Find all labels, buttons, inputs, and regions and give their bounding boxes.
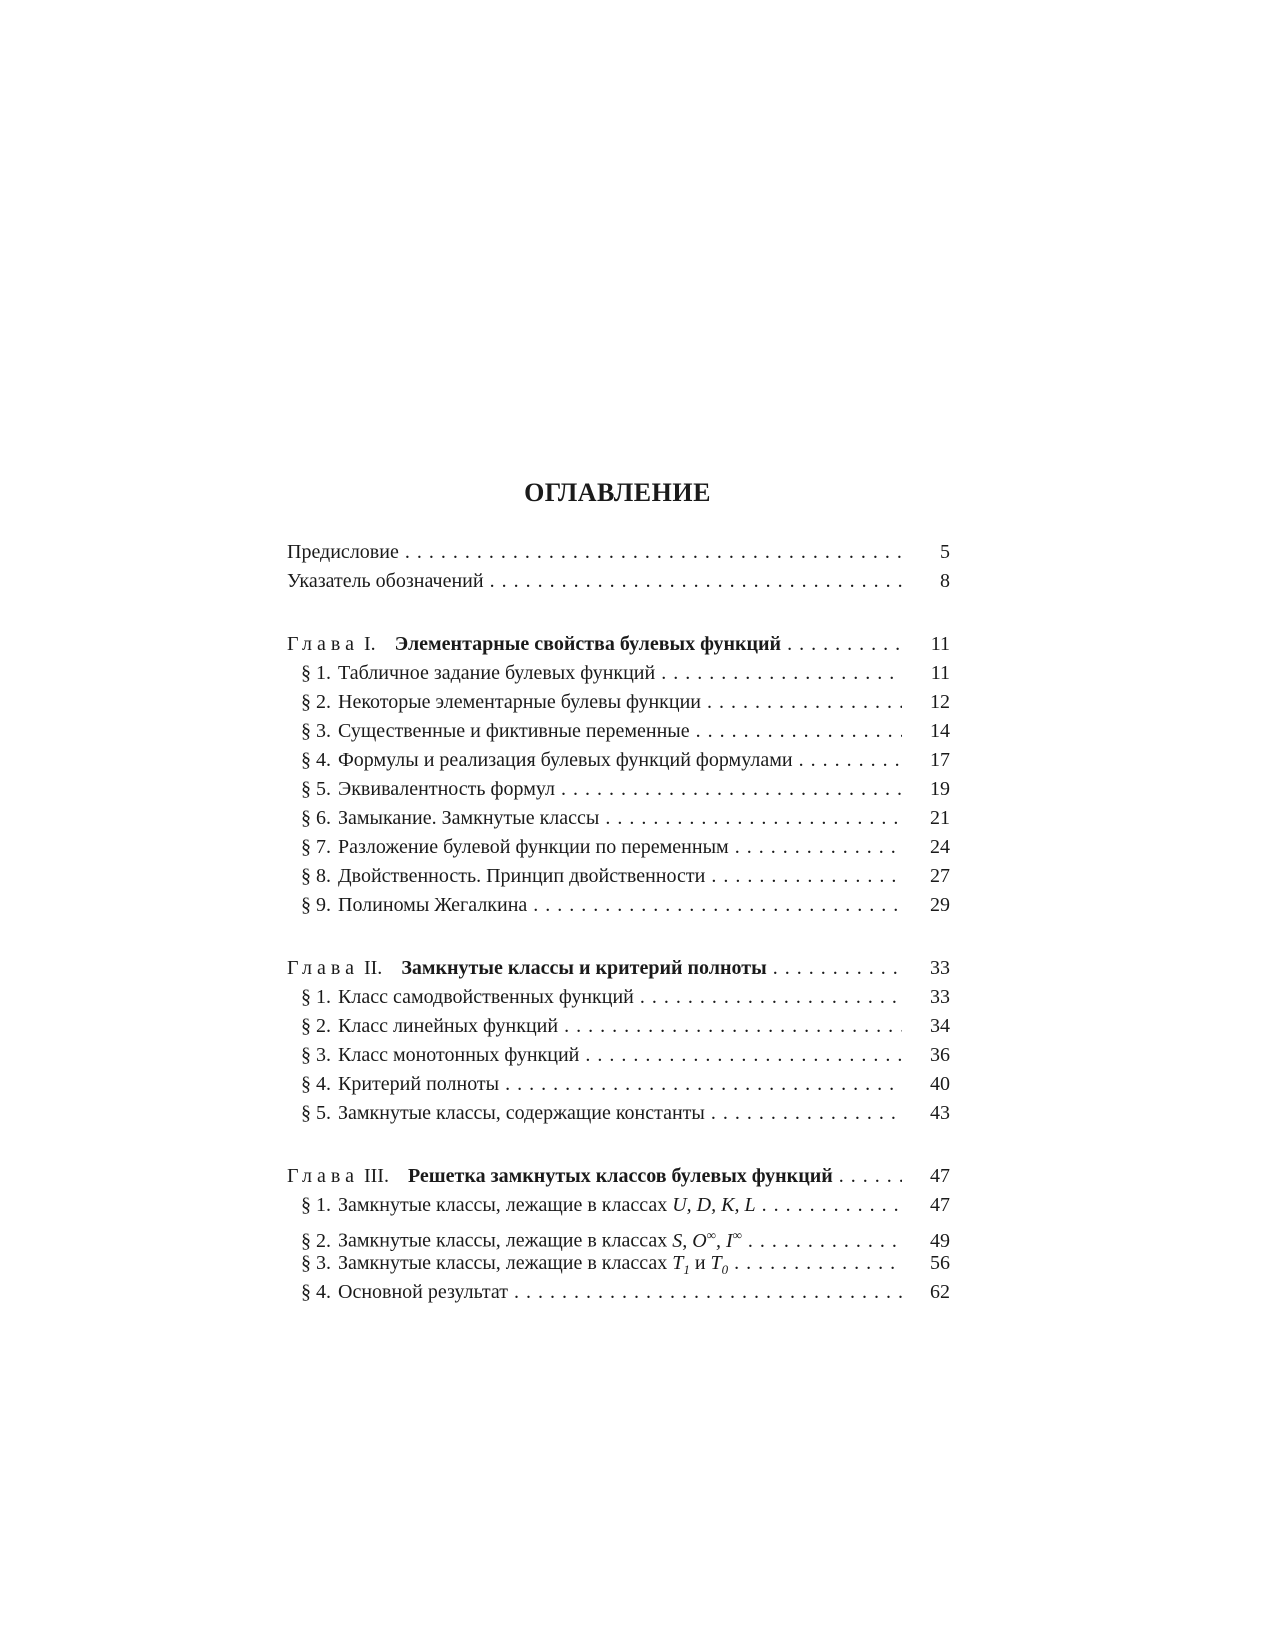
chapter-heading (287, 1162, 833, 1191)
toc-section[interactable] (287, 1249, 950, 1278)
spacer (287, 1128, 950, 1162)
math-expression: $T_0$ (710, 1252, 729, 1277)
toc-page-number: 27 (930, 865, 950, 887)
chapter-word: Глава (287, 1165, 359, 1187)
leader-dots (711, 862, 902, 891)
toc-section[interactable] (287, 1041, 950, 1070)
section-label: § 5. Замкнутые классы, содержащие константы (301, 1102, 705, 1124)
toc-entry-preface[interactable] (287, 538, 950, 567)
leader-dots (799, 746, 902, 775)
toc-section[interactable] (287, 1070, 950, 1099)
chapter-number: II. (363, 957, 383, 979)
toc-section[interactable] (287, 1191, 950, 1220)
section-label: § 1. Класс самодвойственных функций (301, 986, 634, 1008)
section-label: § 1. Табличное задание булевых функций (301, 662, 656, 684)
toc-page-number: 17 (930, 749, 950, 771)
toc-page-number: 8 (940, 570, 950, 592)
leader-dots (696, 717, 902, 746)
toc-section[interactable] (287, 1278, 950, 1307)
toc-section[interactable] (287, 1220, 950, 1252)
toc-chapter-3[interactable] (287, 1162, 950, 1191)
spacer (287, 596, 950, 630)
toc-section[interactable] (287, 1012, 950, 1041)
leader-dots (839, 1162, 902, 1191)
chapter-number: I. (363, 633, 376, 655)
section-label: § 3. Существенные и фиктивные переменные (301, 720, 690, 742)
leader-dots (773, 954, 902, 983)
leader-dots (533, 891, 902, 920)
leader-dots (734, 1249, 902, 1278)
toc-section[interactable] (287, 891, 950, 920)
section-label: § 5. Эквивалентность формул (301, 778, 555, 800)
section-label: § 2. Класс линейных функций (301, 1015, 559, 1037)
chapter-title: Решетка замкнутых классов булевых функций (407, 1165, 833, 1187)
toc-page-number: 24 (930, 836, 950, 858)
toc-page-number: 47 (930, 1165, 950, 1187)
section-label: § 4. Основной результат (301, 1281, 509, 1303)
toc-page-number: 29 (930, 894, 950, 916)
section-label: § 2. Замкнутые классы, лежащие в классах S, O∞, I∞ (301, 1227, 742, 1252)
section-label: § 4. Формулы и реализация булевых функций формулами (301, 749, 793, 771)
leader-dots (514, 1278, 902, 1307)
section-label: § 2. Некоторые элементарные булевы функции (301, 691, 702, 713)
table-of-contents (287, 538, 950, 1307)
leader-dots (405, 538, 902, 567)
toc-section[interactable] (287, 688, 950, 717)
toc-page-number: 40 (930, 1073, 950, 1095)
leader-dots (661, 659, 902, 688)
toc-section[interactable] (287, 804, 950, 833)
toc-section[interactable] (287, 833, 950, 862)
toc-section[interactable] (287, 862, 950, 891)
leader-dots (605, 804, 902, 833)
chapter-word: Глава (287, 633, 359, 655)
leader-dots (490, 567, 902, 596)
toc-page-number: 33 (930, 986, 950, 1008)
math-expression: S, O∞, I∞ (672, 1227, 742, 1252)
toc-section[interactable] (287, 659, 950, 688)
toc-page-number: 49 (930, 1229, 950, 1252)
spacer (287, 920, 950, 954)
toc-section[interactable] (287, 1099, 950, 1128)
toc-page-number: 47 (930, 1194, 950, 1216)
toc-entry-notation-index[interactable] (287, 567, 950, 596)
toc-section[interactable] (287, 746, 950, 775)
section-label: § 7. Разложение булевой функции по переменным (301, 836, 729, 858)
section-label: § 1. Замкнутые классы, лежащие в классах U, D, K, L (301, 1194, 756, 1216)
chapter-title: Элементарные свойства булевых функций (394, 633, 782, 655)
toc-section[interactable] (287, 717, 950, 746)
math-expression: U, D, K, L (672, 1194, 756, 1216)
chapter-heading (287, 954, 767, 983)
leader-dots (707, 688, 902, 717)
toc-page-number: 12 (930, 691, 950, 713)
chapter-word: Глава (287, 957, 359, 979)
chapter-number: III. (363, 1165, 389, 1187)
leader-dots (735, 833, 902, 862)
math-expression: $T_1$ (672, 1252, 690, 1277)
leader-dots (505, 1070, 902, 1099)
section-label: § 8. Двойственность. Принцип двойственности (301, 865, 706, 887)
toc-page-number: 5 (940, 541, 950, 563)
section-label: § 6. Замыкание. Замкнутые классы (301, 807, 600, 829)
leader-dots (787, 630, 902, 659)
leader-dots (564, 1012, 902, 1041)
page-title: ОГЛАВЛЕНИЕ (524, 478, 711, 507)
toc-chapter-1[interactable] (287, 630, 950, 659)
toc-page-number: 11 (930, 662, 950, 684)
toc-section[interactable] (287, 775, 950, 804)
toc-entry-label: Указатель обозначений (287, 570, 484, 592)
leader-dots (640, 983, 902, 1012)
leader-dots (561, 775, 902, 804)
toc-page-number: 62 (930, 1281, 950, 1303)
toc-page-number: 43 (930, 1102, 950, 1124)
toc-page-number: 34 (930, 1015, 950, 1037)
toc-page-number: 33 (930, 957, 950, 979)
toc-chapter-2[interactable] (287, 954, 950, 983)
toc-page-number: 56 (930, 1252, 950, 1274)
toc-page-number: 14 (930, 720, 950, 742)
toc-section[interactable] (287, 983, 950, 1012)
leader-dots (585, 1041, 902, 1070)
toc-page-number: 11 (930, 633, 950, 655)
toc-page-number: 21 (930, 807, 950, 829)
leader-dots (711, 1099, 902, 1128)
leader-dots (762, 1191, 902, 1220)
chapter-heading (287, 630, 781, 659)
toc-entry-label: Предисловие (287, 541, 399, 563)
section-label: § 4. Критерий полноты (301, 1073, 500, 1095)
section-label: § 9. Полиномы Жегалкина (301, 894, 528, 916)
chapter-title: Замкнутые классы и критерий полноты (401, 957, 767, 979)
toc-page-number: 36 (930, 1044, 950, 1066)
section-label: § 3. Класс монотонных функций (301, 1044, 580, 1066)
section-label: § 3. Замкнутые классы, лежащие в классах $T_1$ и $T_0$ (301, 1252, 729, 1277)
toc-page-number: 19 (930, 778, 950, 800)
